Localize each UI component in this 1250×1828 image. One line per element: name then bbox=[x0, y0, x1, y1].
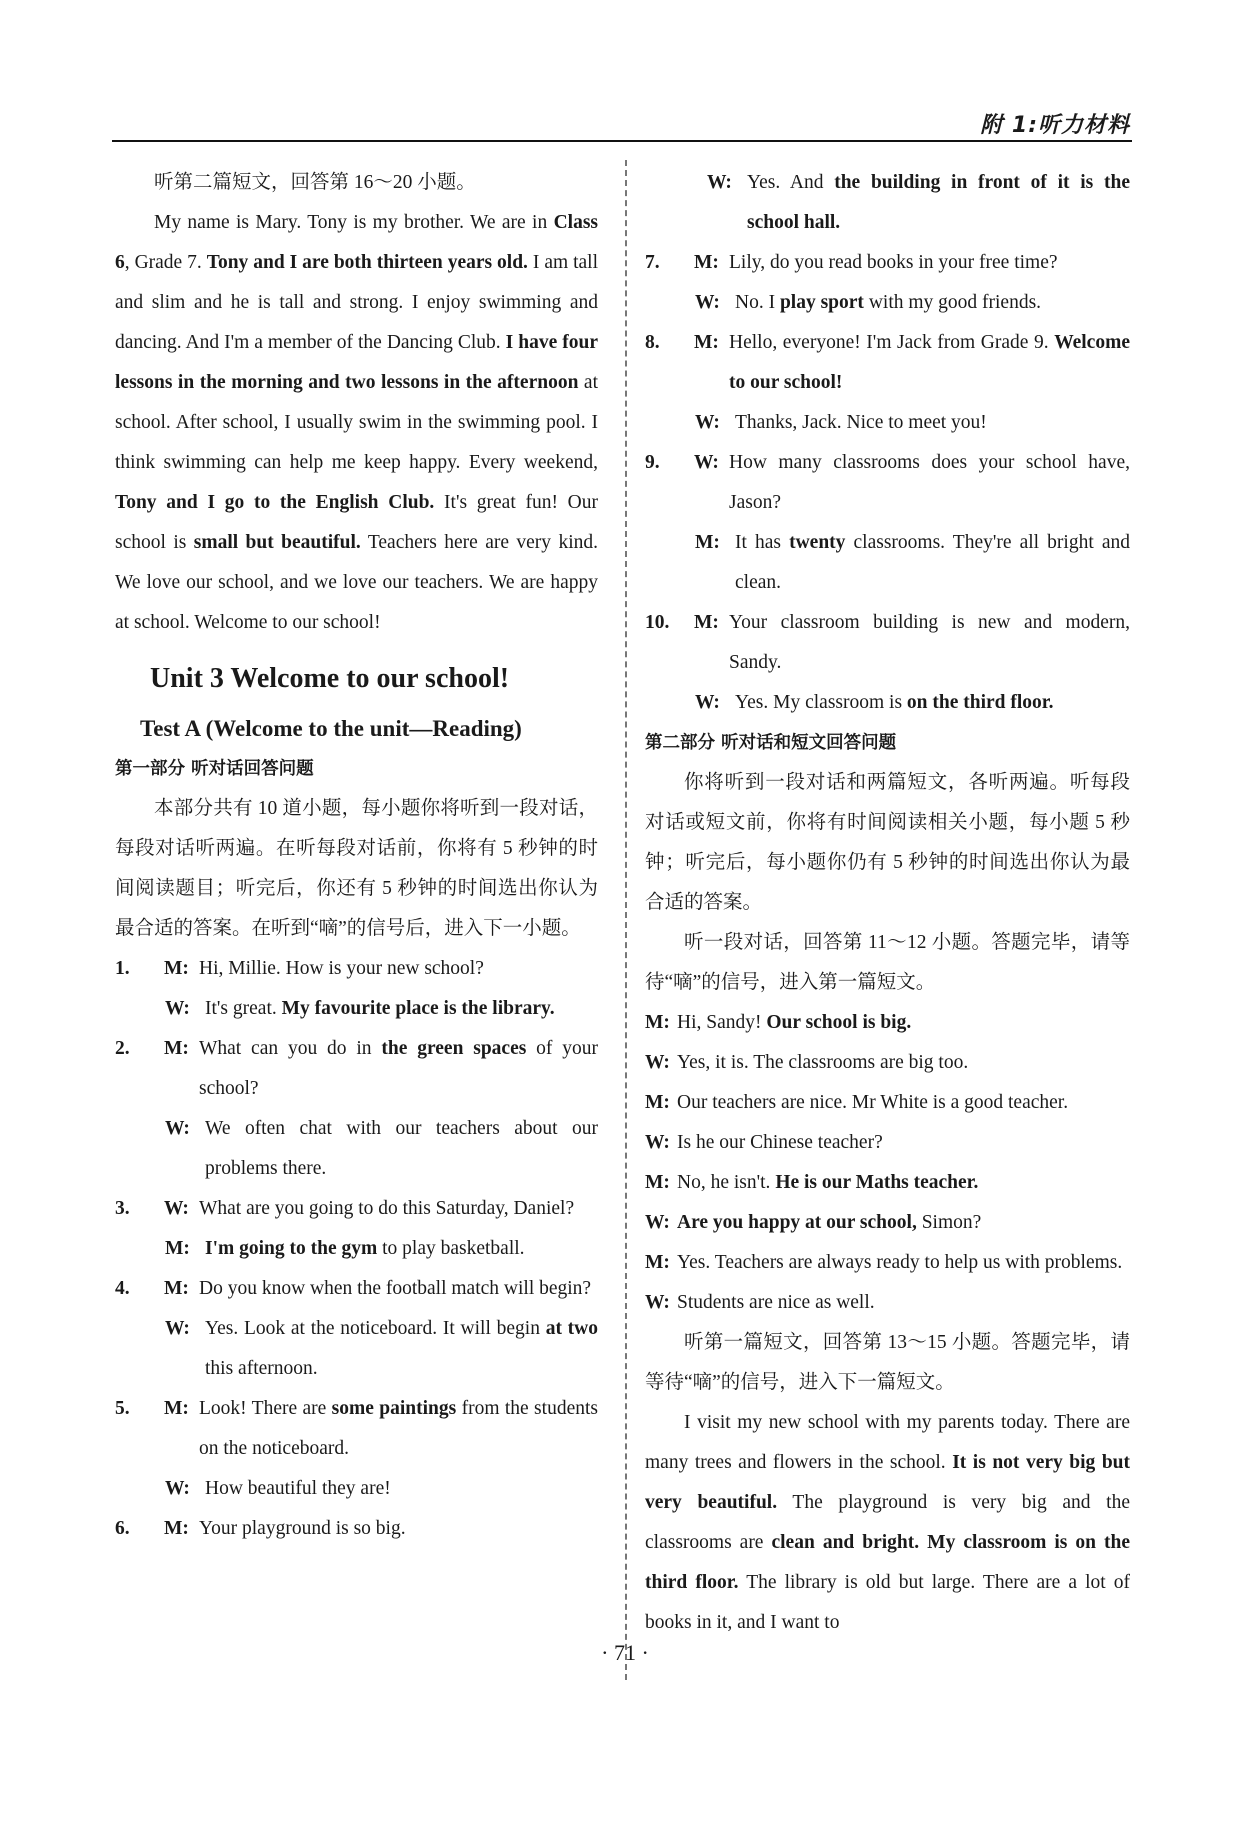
question-item bbox=[645, 163, 1130, 243]
text-run: to play basketball. bbox=[377, 1238, 525, 1259]
bold-text: the building in front of it is the school hall. bbox=[747, 172, 1130, 233]
part2-instructions: 你将听到一段对话和两篇短文，各听两遍。听每段对话或短文前，你将有时间阅读相关小题，每小题 5 秒钟；听完后，每小题你仍有 5 秒钟的时间选出你认为最合适的答案。 bbox=[645, 772, 1130, 913]
text-run: What can you do in bbox=[199, 1038, 382, 1059]
text-run: with my good friends. bbox=[863, 292, 1042, 313]
speaker-label: W: bbox=[165, 1118, 190, 1139]
bold-text: the green spaces bbox=[381, 1038, 527, 1059]
speaker-label: M: bbox=[164, 1278, 189, 1299]
speaker-label: M: bbox=[695, 532, 720, 553]
dialog-line bbox=[695, 683, 1130, 723]
speaker-label: W: bbox=[645, 1292, 670, 1313]
dialog-line bbox=[672, 243, 1130, 283]
question-item bbox=[115, 949, 598, 1029]
dialog-line bbox=[645, 1283, 1130, 1323]
bold-text: I have four lessons in the morning and two lessons in the afternoon bbox=[115, 332, 598, 393]
bold-text: some paintings bbox=[331, 1398, 457, 1419]
dialog-line bbox=[695, 283, 1130, 323]
passage2-intro: 听第二篇短文，回答第 16～20 小题。 bbox=[154, 172, 476, 193]
column-divider bbox=[625, 160, 627, 1680]
dialog-text bbox=[729, 243, 1130, 283]
dialog-line bbox=[672, 323, 1130, 403]
dialog-text bbox=[729, 443, 1130, 523]
page-number: · 71 · bbox=[601, 1640, 649, 1665]
text-run: The playground is very big and the classrooms are bbox=[645, 1492, 1130, 1553]
bold-text: Are you happy at our school, bbox=[677, 1212, 917, 1233]
header-rule bbox=[112, 140, 1132, 142]
text-run: Hi, Sandy! bbox=[677, 1012, 767, 1033]
text-run: Simon? bbox=[916, 1212, 982, 1233]
text-run: The library is old but large. There are a lot of books in it, and I want to bbox=[645, 1572, 1130, 1633]
bold-text: Our school is big. bbox=[766, 1012, 912, 1033]
speaker-label: M: bbox=[645, 1252, 670, 1273]
dialog-line bbox=[142, 1029, 598, 1109]
text-run: Do you know when the football match will begin? bbox=[199, 1278, 592, 1299]
question-item bbox=[115, 1389, 598, 1509]
question-item bbox=[115, 1189, 598, 1269]
part2-title: 第二部分 听对话和短文回答问题 bbox=[645, 733, 897, 753]
dialog-text bbox=[205, 1109, 598, 1189]
dialog-intro: 听一段对话，回答第 11～12 小题。答题完毕，请等待“嘀”的信号，进入第一篇短文。 bbox=[645, 932, 1130, 993]
passage1-text bbox=[645, 1403, 1130, 1643]
question-item bbox=[115, 1269, 598, 1389]
dialog-line bbox=[707, 163, 1130, 243]
text-run: Is he our Chinese teacher? bbox=[677, 1132, 883, 1153]
speaker-label: M: bbox=[165, 1238, 190, 1259]
speaker-label: M: bbox=[694, 612, 719, 633]
bold-text: It is not very big but very beautiful. bbox=[645, 1452, 1130, 1513]
dialog-text bbox=[199, 1509, 598, 1549]
dialog-line bbox=[165, 989, 598, 1029]
speaker-label: W: bbox=[165, 1478, 190, 1499]
text-run: Look! There are bbox=[199, 1398, 332, 1419]
dialog-text bbox=[729, 603, 1130, 683]
text-run: Lily, do you read books in your free time? bbox=[729, 252, 1058, 273]
question-number: 2. bbox=[115, 1038, 130, 1059]
speaker-label: W: bbox=[707, 172, 732, 193]
dialog-line bbox=[645, 1043, 1130, 1083]
dialog-line bbox=[672, 443, 1130, 523]
text-run: Yes. Teachers are always ready to help us with problems. bbox=[677, 1252, 1123, 1273]
dialog-text bbox=[199, 1269, 598, 1309]
text-run: I am tall and slim and he is tall and strong. I enjoy swimming and dancing. And I'm a member of the Dancing Club. bbox=[115, 252, 598, 353]
bold-text: Tony and I are both thirteen years old. bbox=[206, 252, 528, 273]
speaker-label: M: bbox=[164, 1398, 189, 1419]
speaker-label: W: bbox=[645, 1052, 670, 1073]
question-number: 1. bbox=[115, 958, 130, 979]
text-run: I visit my new school with my parents today. There are many trees and flowers in the school. bbox=[645, 1412, 1130, 1473]
question-item bbox=[645, 323, 1130, 443]
bold-text: Class 6 bbox=[115, 212, 598, 273]
dialog-line bbox=[645, 1243, 1130, 1283]
text-run: What are you going to do this Saturday, Daniel? bbox=[199, 1198, 575, 1219]
bold-text: Welcome to our school! bbox=[729, 332, 1130, 393]
text-run: Our teachers are nice. Mr White is a good teacher. bbox=[677, 1092, 1069, 1113]
dialog-text bbox=[205, 1229, 598, 1269]
speaker-label: W: bbox=[165, 998, 190, 1019]
bold-text: I'm going to the gym bbox=[205, 1238, 378, 1259]
dialog-text bbox=[747, 163, 1130, 243]
left-column bbox=[115, 163, 598, 1549]
text-run: from the students on the noticeboard. bbox=[199, 1398, 598, 1459]
bold-text: My favourite place is the library. bbox=[281, 998, 555, 1019]
dialog-line bbox=[645, 1083, 1130, 1123]
speaker-label: M: bbox=[645, 1092, 670, 1113]
text-run: Thanks, Jack. Nice to meet you! bbox=[735, 412, 987, 433]
dialog-line bbox=[165, 1229, 598, 1269]
bold-text: play sport bbox=[779, 292, 864, 313]
text-run: Yes. My classroom is bbox=[735, 692, 907, 713]
dialog-text bbox=[677, 1043, 1130, 1083]
question-number: 10. bbox=[645, 612, 670, 633]
dialog-line bbox=[165, 1309, 598, 1389]
dialog-text bbox=[735, 523, 1130, 603]
dialog-text bbox=[677, 1003, 1130, 1043]
dialog-text bbox=[735, 283, 1130, 323]
bold-text: clean and bright. bbox=[771, 1532, 920, 1553]
text-run: No, he isn't. bbox=[677, 1172, 776, 1193]
text-run: No. I bbox=[735, 292, 780, 313]
dialog-line bbox=[645, 1163, 1130, 1203]
text-run: Hello, everyone! I'm Jack from Grade 9. bbox=[729, 332, 1055, 353]
dialog-line bbox=[165, 1469, 598, 1509]
passage2-text bbox=[115, 203, 598, 643]
right-column bbox=[645, 163, 1130, 1643]
speaker-label: M: bbox=[164, 1518, 189, 1539]
speaker-label: W: bbox=[694, 452, 719, 473]
speaker-label: W: bbox=[645, 1132, 670, 1153]
text-run: at school. After school, I usually swim in the swimming pool. I think swimming can help me keep happy. Every weekend, bbox=[115, 372, 598, 473]
speaker-label: W: bbox=[164, 1198, 189, 1219]
dialog-text bbox=[199, 1389, 598, 1469]
dialog-line bbox=[645, 1123, 1130, 1163]
text-run: It's great fun! Our school is bbox=[115, 492, 598, 553]
bold-text: at two bbox=[545, 1318, 598, 1339]
dialog-line bbox=[142, 949, 598, 989]
dialog-line bbox=[165, 1109, 598, 1189]
bold-text: My classroom is on the third floor. bbox=[645, 1532, 1131, 1593]
text-run: It has bbox=[735, 532, 790, 553]
question-number: 9. bbox=[645, 452, 660, 473]
left-items bbox=[115, 949, 598, 1549]
dialog-line bbox=[645, 1003, 1130, 1043]
question-item bbox=[645, 243, 1130, 323]
dialog-text bbox=[677, 1123, 1130, 1163]
dialog-text bbox=[205, 989, 598, 1029]
speaker-label: W: bbox=[695, 292, 720, 313]
dialog-text bbox=[677, 1283, 1130, 1323]
part1-title: 第一部分 听对话回答问题 bbox=[115, 759, 314, 779]
text-run: this afternoon. bbox=[205, 1358, 318, 1379]
dialog-text bbox=[735, 403, 1130, 443]
question-number: 6. bbox=[115, 1518, 130, 1539]
dialog-line bbox=[142, 1509, 598, 1549]
text-run: , Grade 7. bbox=[124, 252, 207, 273]
bold-text: He is our Maths teacher. bbox=[775, 1172, 979, 1193]
speaker-label: M: bbox=[164, 958, 189, 979]
dialog-text bbox=[205, 1469, 598, 1509]
text-run: It's great. bbox=[205, 998, 282, 1019]
bold-text: small but beautiful. bbox=[193, 532, 361, 553]
dialog-text bbox=[199, 1029, 598, 1109]
speaker-label: W: bbox=[165, 1318, 190, 1339]
question-item bbox=[115, 1029, 598, 1189]
right-items bbox=[645, 163, 1130, 723]
bold-text: twenty bbox=[789, 532, 846, 553]
dialog-line bbox=[142, 1389, 598, 1469]
dialog bbox=[645, 1003, 1130, 1323]
text-run: Yes. Look at the noticeboard. It will begin bbox=[205, 1318, 546, 1339]
text-run: We often chat with our teachers about our problems there. bbox=[205, 1118, 598, 1179]
passage1-intro: 听第一篇短文，回答第 13～15 小题。答题完毕，请等待“嘀”的信号，进入下一篇短文。 bbox=[645, 1332, 1130, 1393]
test-title: Test A (Welcome to the unit—Reading) bbox=[140, 716, 522, 741]
text-run: How beautiful they are! bbox=[205, 1478, 391, 1499]
text-run: Students are nice as well. bbox=[677, 1292, 875, 1313]
speaker-label: W: bbox=[645, 1212, 670, 1233]
dialog-text bbox=[735, 683, 1130, 723]
text-run: Teachers here are very kind. We love our school, and we love our teachers. We are happy at school. Welcome to our school! bbox=[115, 532, 598, 633]
text-run: Yes. And bbox=[747, 172, 835, 193]
text-run: Your playground is so big. bbox=[199, 1518, 406, 1539]
question-number: 7. bbox=[645, 252, 660, 273]
dialog-line bbox=[645, 1203, 1130, 1243]
dialog-line bbox=[695, 403, 1130, 443]
dialog-text bbox=[677, 1163, 1130, 1203]
text-run bbox=[919, 1532, 927, 1553]
dialog-text bbox=[199, 1189, 598, 1229]
dialog-line bbox=[695, 523, 1130, 603]
unit-title: Unit 3 Welcome to our school! bbox=[150, 663, 510, 694]
text-run: Hi, Millie. How is your new school? bbox=[199, 958, 484, 979]
section-header-label: 附 1:听力材料 bbox=[980, 113, 1130, 138]
dialog-line bbox=[142, 1189, 598, 1229]
dialog-text bbox=[677, 1203, 1130, 1243]
question-number: 5. bbox=[115, 1398, 130, 1419]
question-item bbox=[645, 443, 1130, 603]
question-item bbox=[645, 603, 1130, 723]
dialog-text bbox=[199, 949, 598, 989]
text-run: How many classrooms does your school have, Jason? bbox=[729, 452, 1130, 513]
text-run: Yes, it is. The classrooms are big too. bbox=[677, 1052, 969, 1073]
question-number: 8. bbox=[645, 332, 660, 353]
text-run: classrooms. They're all bright and clean. bbox=[735, 532, 1130, 593]
speaker-label: M: bbox=[694, 252, 719, 273]
question-number: 4. bbox=[115, 1278, 130, 1299]
speaker-label: M: bbox=[694, 332, 719, 353]
dialog-text bbox=[205, 1309, 598, 1389]
dialog-text bbox=[729, 323, 1130, 403]
text-run: My name is Mary. Tony is my brother. We are in bbox=[154, 212, 554, 233]
part1-instructions: 本部分共有 10 道小题，每小题你将听到一段对话，每段对话听两遍。在听每段对话前，你将有 5 秒钟的时间阅读题目；听完后，你还有 5 秒钟的时间选出你认为最合适的答案。在听到“嘀”的信号后，进入下一小题。 bbox=[115, 798, 598, 939]
dialog-text bbox=[677, 1083, 1130, 1123]
speaker-label: M: bbox=[164, 1038, 189, 1059]
speaker-label: W: bbox=[695, 692, 720, 713]
speaker-label: M: bbox=[645, 1172, 670, 1193]
dialog-line bbox=[142, 1269, 598, 1309]
speaker-label: W: bbox=[695, 412, 720, 433]
text-run: of your school? bbox=[199, 1038, 598, 1099]
bold-text: on the third floor. bbox=[906, 692, 1054, 713]
speaker-label: M: bbox=[645, 1012, 670, 1033]
text-run: Your classroom building is new and modern, Sandy. bbox=[729, 612, 1130, 673]
dialog-line bbox=[672, 603, 1130, 683]
dialog-text bbox=[677, 1243, 1130, 1283]
question-number: 3. bbox=[115, 1198, 130, 1219]
bold-text: Tony and I go to the English Club. bbox=[115, 492, 435, 513]
question-item bbox=[115, 1509, 598, 1549]
